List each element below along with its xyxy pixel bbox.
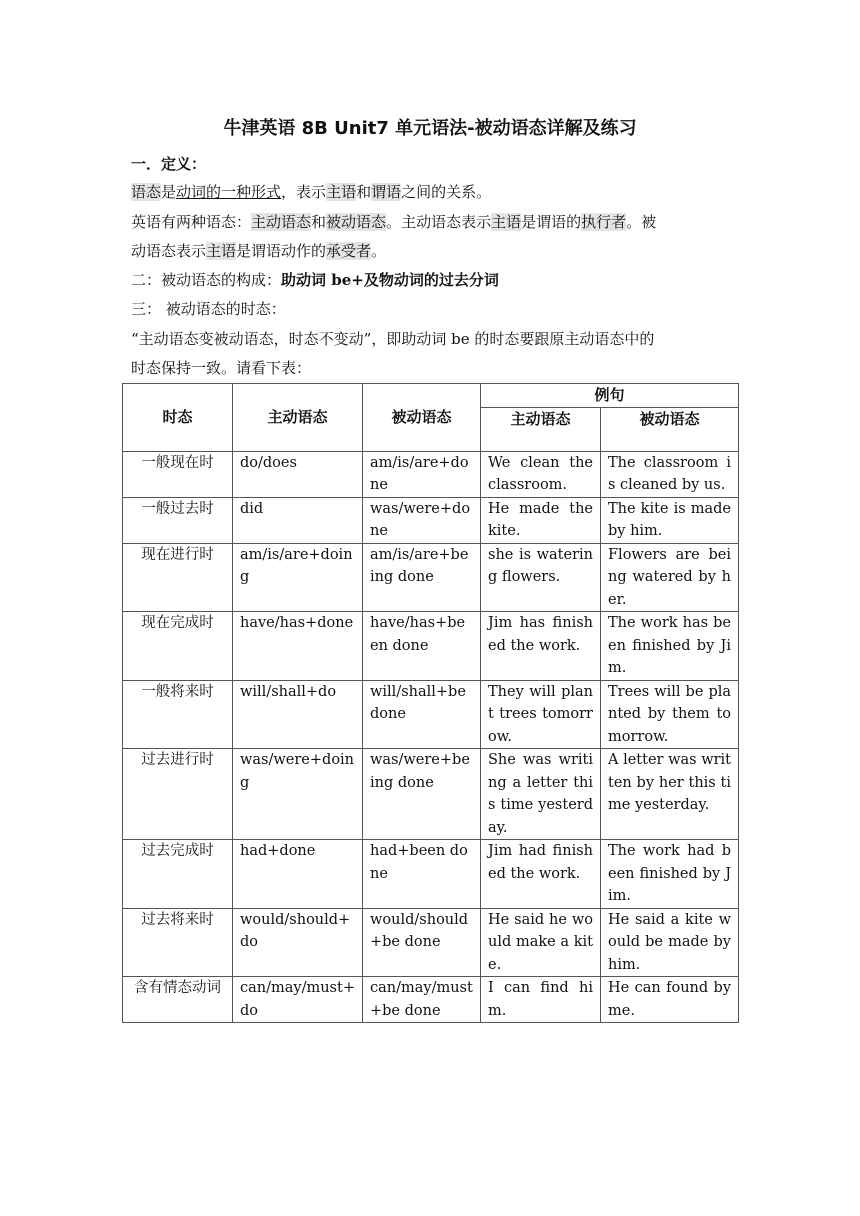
- cell-example-passive: Trees will be planted by them tomorrow.: [601, 680, 739, 749]
- header-tense: 时态: [123, 384, 233, 452]
- cell-example-active: she is watering flowers.: [481, 543, 601, 612]
- cell-active-form: can/may/must+do: [233, 977, 363, 1023]
- cell-passive-form: am/is/are+done: [363, 451, 481, 497]
- section-2-line: 二：被动语态的构成：助动词 be+及物动词的过去分词: [131, 271, 499, 289]
- cell-active-form: did: [233, 497, 363, 543]
- header-active: 主动语态: [233, 384, 363, 452]
- cell-example-active: He made the kite.: [481, 497, 601, 543]
- section-1-heading: 一．定义：: [131, 155, 207, 173]
- cell-example-passive: He can found by me.: [601, 977, 739, 1023]
- cell-example-passive: Flowers are being watered by her.: [601, 543, 739, 612]
- section-3-text-line-1: “主动语态变被动语态，时态不变动”，即助动词 be 的时态要跟原主动语态中的: [131, 330, 655, 348]
- definition-paragraph-1: 语态是动词的一种形式，表示主语和谓语之间的关系。: [131, 183, 492, 201]
- cell-example-passive: The work had been finished by Jim.: [601, 840, 739, 909]
- cell-tense: 含有情态动词: [123, 977, 233, 1023]
- cell-passive-form: was/were+being done: [363, 749, 481, 840]
- table-row: [123, 680, 739, 749]
- cell-passive-form: am/is/are+being done: [363, 543, 481, 612]
- table-row: [123, 840, 739, 909]
- cell-example-active: She was writing a letter this time yesterday.: [481, 749, 601, 840]
- cell-tense: 过去进行时: [123, 749, 233, 840]
- cell-tense: 一般现在时: [123, 451, 233, 497]
- section-3-heading: 三： 被动语态的时态：: [131, 300, 286, 318]
- cell-passive-form: have/has+been done: [363, 612, 481, 681]
- table-row: [123, 612, 739, 681]
- cell-tense: 一般过去时: [123, 497, 233, 543]
- cell-example-active: Jim had finished the work.: [481, 840, 601, 909]
- cell-passive-form: can/may/must+be done: [363, 977, 481, 1023]
- header-examples: 例句: [481, 384, 739, 408]
- definition-paragraph-2-line-2: 动语态表示主语是谓语动作的承受者。: [131, 242, 387, 260]
- table-row: [123, 908, 739, 977]
- definition-paragraph-2-line-1: 英语有两种语态：主动语态和被动语态。主动语态表示主语是谓语的执行者。被: [131, 213, 657, 231]
- cell-passive-form: was/were+done: [363, 497, 481, 543]
- cell-example-active: We clean the classroom.: [481, 451, 601, 497]
- table-row: [123, 977, 739, 1023]
- table-row: [123, 497, 739, 543]
- cell-passive-form: had+been done: [363, 840, 481, 909]
- header-example-active: 主动语态: [481, 407, 601, 451]
- cell-tense: 现在完成时: [123, 612, 233, 681]
- cell-tense: 现在进行时: [123, 543, 233, 612]
- passive-voice-tense-table: [122, 383, 739, 1023]
- cell-tense: 过去完成时: [123, 840, 233, 909]
- section-3-text-line-2: 时态保持一致。请看下表：: [131, 359, 312, 377]
- cell-active-form: had+done: [233, 840, 363, 909]
- cell-example-active: I can find him.: [481, 977, 601, 1023]
- document-title: 牛津英语 8B Unit7 单元语法-被动语态详解及练习: [223, 118, 637, 139]
- cell-active-form: will/shall+do: [233, 680, 363, 749]
- cell-active-form: was/were+doing: [233, 749, 363, 840]
- table-row: [123, 749, 739, 840]
- cell-active-form: have/has+done: [233, 612, 363, 681]
- table-row: [123, 451, 739, 497]
- cell-tense: 一般将来时: [123, 680, 233, 749]
- cell-example-passive: The work has been finished by Jim.: [601, 612, 739, 681]
- cell-tense: 过去将来时: [123, 908, 233, 977]
- cell-passive-form: would/should+be done: [363, 908, 481, 977]
- cell-example-active: Jim has finished the work.: [481, 612, 601, 681]
- cell-active-form: do/does: [233, 451, 363, 497]
- header-example-passive: 被动语态: [601, 407, 739, 451]
- cell-example-passive: The classroom is cleaned by us.: [601, 451, 739, 497]
- cell-active-form: would/should+do: [233, 908, 363, 977]
- table-body: [123, 451, 739, 1023]
- header-passive: 被动语态: [363, 384, 481, 452]
- cell-example-passive: He said a kite would be made by him.: [601, 908, 739, 977]
- cell-passive-form: will/shall+be done: [363, 680, 481, 749]
- table-row: [123, 543, 739, 612]
- cell-example-active: He said he would make a kite.: [481, 908, 601, 977]
- cell-active-form: am/is/are+doing: [233, 543, 363, 612]
- cell-example-passive: The kite is made by him.: [601, 497, 739, 543]
- cell-example-active: They will plant trees tomorrow.: [481, 680, 601, 749]
- cell-example-passive: A letter was written by her this time yesterday.: [601, 749, 739, 840]
